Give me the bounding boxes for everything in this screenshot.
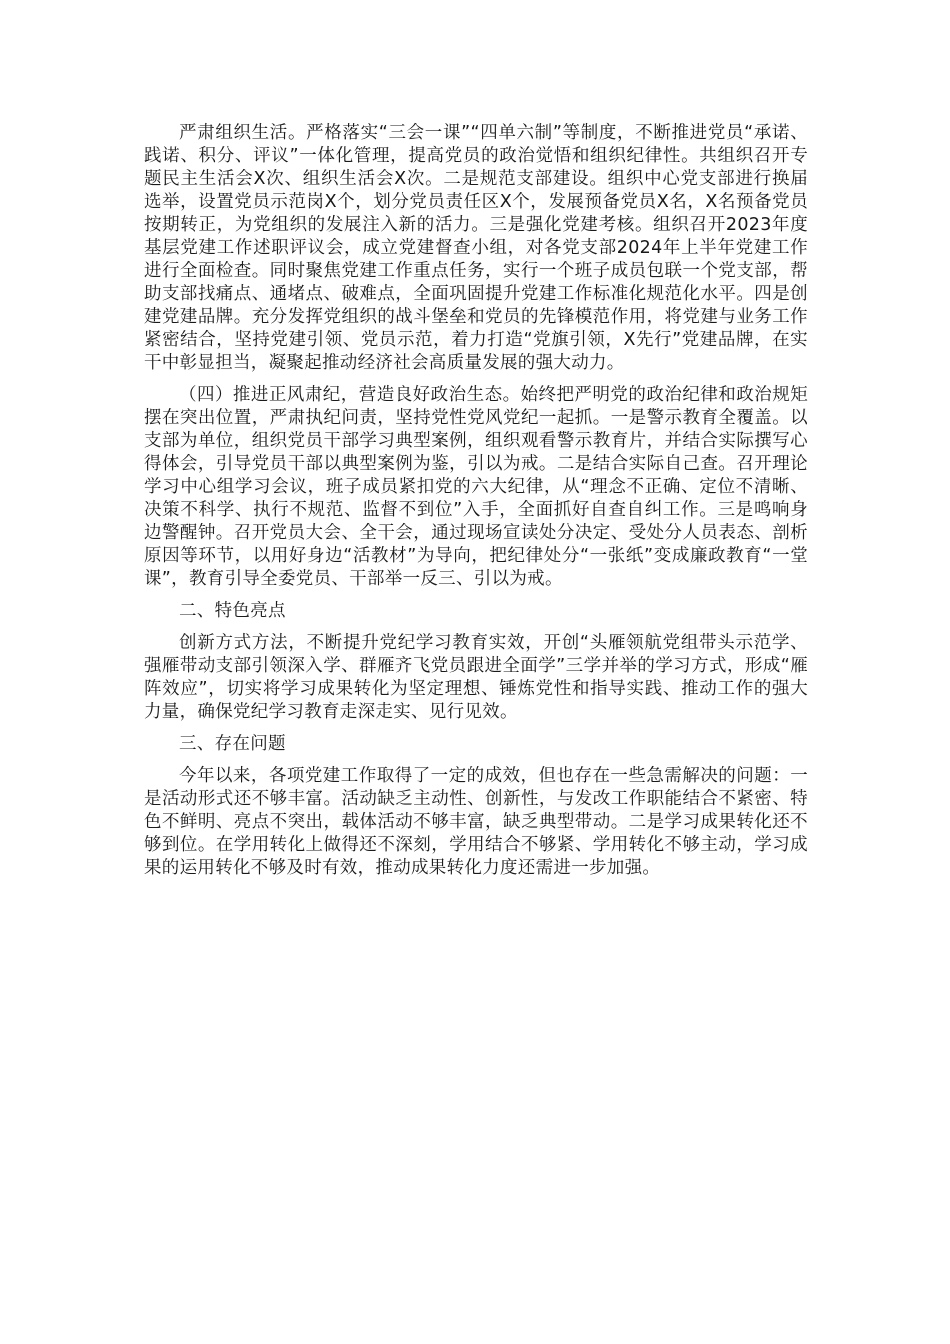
paragraph-organization-life: 严肃组织生活。严格落实“三会一课”“四单六制”等制度，不断推进党员“承诺、践诺、积分、评议”一体化管理，提高党员的政治觉悟和组织纪律性。共组织召开专题民主生活会X次、组织生活会X次。二是规范支部建设。组织中心党支部进行换届选举，设置党员示范岗X个，划分党员责任区X个，发展预备党员X名，X名预备党员按期转正，为党组织的发展注入新的活力。三是强化党建考核。组织召开2023年度基层党建工作述职评议会，成立党建督查小组，对各党支部2024年上半年党建工作进行全面检查。同时聚焦党建工作重点任务，实行一个班子成员包联一个党支部，帮助支部找痛点、通堵点、破难点，全面巩固提升党建工作标准化规范化水平。四是创建党建品牌。充分发挥党组织的战斗堡垒和党员的先锋模范作用，将党建与业务工作紧密结合，坚持党建引领、党员示范，着力打造“党旗引领，X先行”党建品牌，在实干中彰显担当，凝聚起推动经济社会高质量发展的强大动力。 bbox=[144, 123, 808, 373]
section-heading-problems: 三、存在问题 bbox=[179, 734, 286, 754]
document-body bbox=[144, 122, 808, 889]
paragraph-problems: 今年以来，各项党建工作取得了一定的成效，但也存在一些急需解决的问题：一是活动形式还不够丰富。活动缺乏主动性、创新性，与发改工作职能结合不紧密、特色不鲜明、亮点不突出，载体活动不够丰富，缺乏典型带动。二是学习成果转化还不够到位。在学用转化上做得还不深刻，学用结合不够紧、学用转化不够主动，学习成果的运用转化不够及时有效，推动成果转化力度还需进一步加强。 bbox=[144, 766, 808, 878]
paragraph-highlights: 创新方式方法，不断提升党纪学习教育实效，开创“头雁领航党组带头示范学、强雁带动支部引领深入学、群雁齐飞党员跟进全面学”三学并举的学习方式，形成“雁阵效应”，切实将学习成果转化为坚定理想、锤炼党性和指导实践、推动工作的强大力量，确保党纪学习教育走深走实、见行见效。 bbox=[144, 633, 808, 722]
paragraph-discipline: （四）推进正风肃纪，营造良好政治生态。始终把严明党的政治纪律和政治规矩摆在突出位置，严肃执纪问责，坚持党性党风党纪一起抓。一是警示教育全覆盖。以支部为单位，组织党员干部学习典型案例，组织观看警示教育片，并结合实际撰写心得体会，引导党员干部以典型案例为鉴，引以为戒。二是结合实际自己查。召开理论学习中心组学习会议，班子成员紧扣党的六大纪律，从“理念不正确、定位不清晰、决策不科学、执行不规范、监督不到位”入手，全面抓好自查自纠工作。三是鸣响身边警醒钟。召开党员大会、全干会，通过现场宣读处分决定、受处分人员表态、剖析原因等环节，以用好身边“活教材”为导向，把纪律处分“一张纸”变成廉政教育“一堂课”，教育引导全委党员、干部举一反三、引以为戒。 bbox=[144, 385, 808, 589]
section-heading-highlights: 二、特色亮点 bbox=[179, 601, 286, 621]
